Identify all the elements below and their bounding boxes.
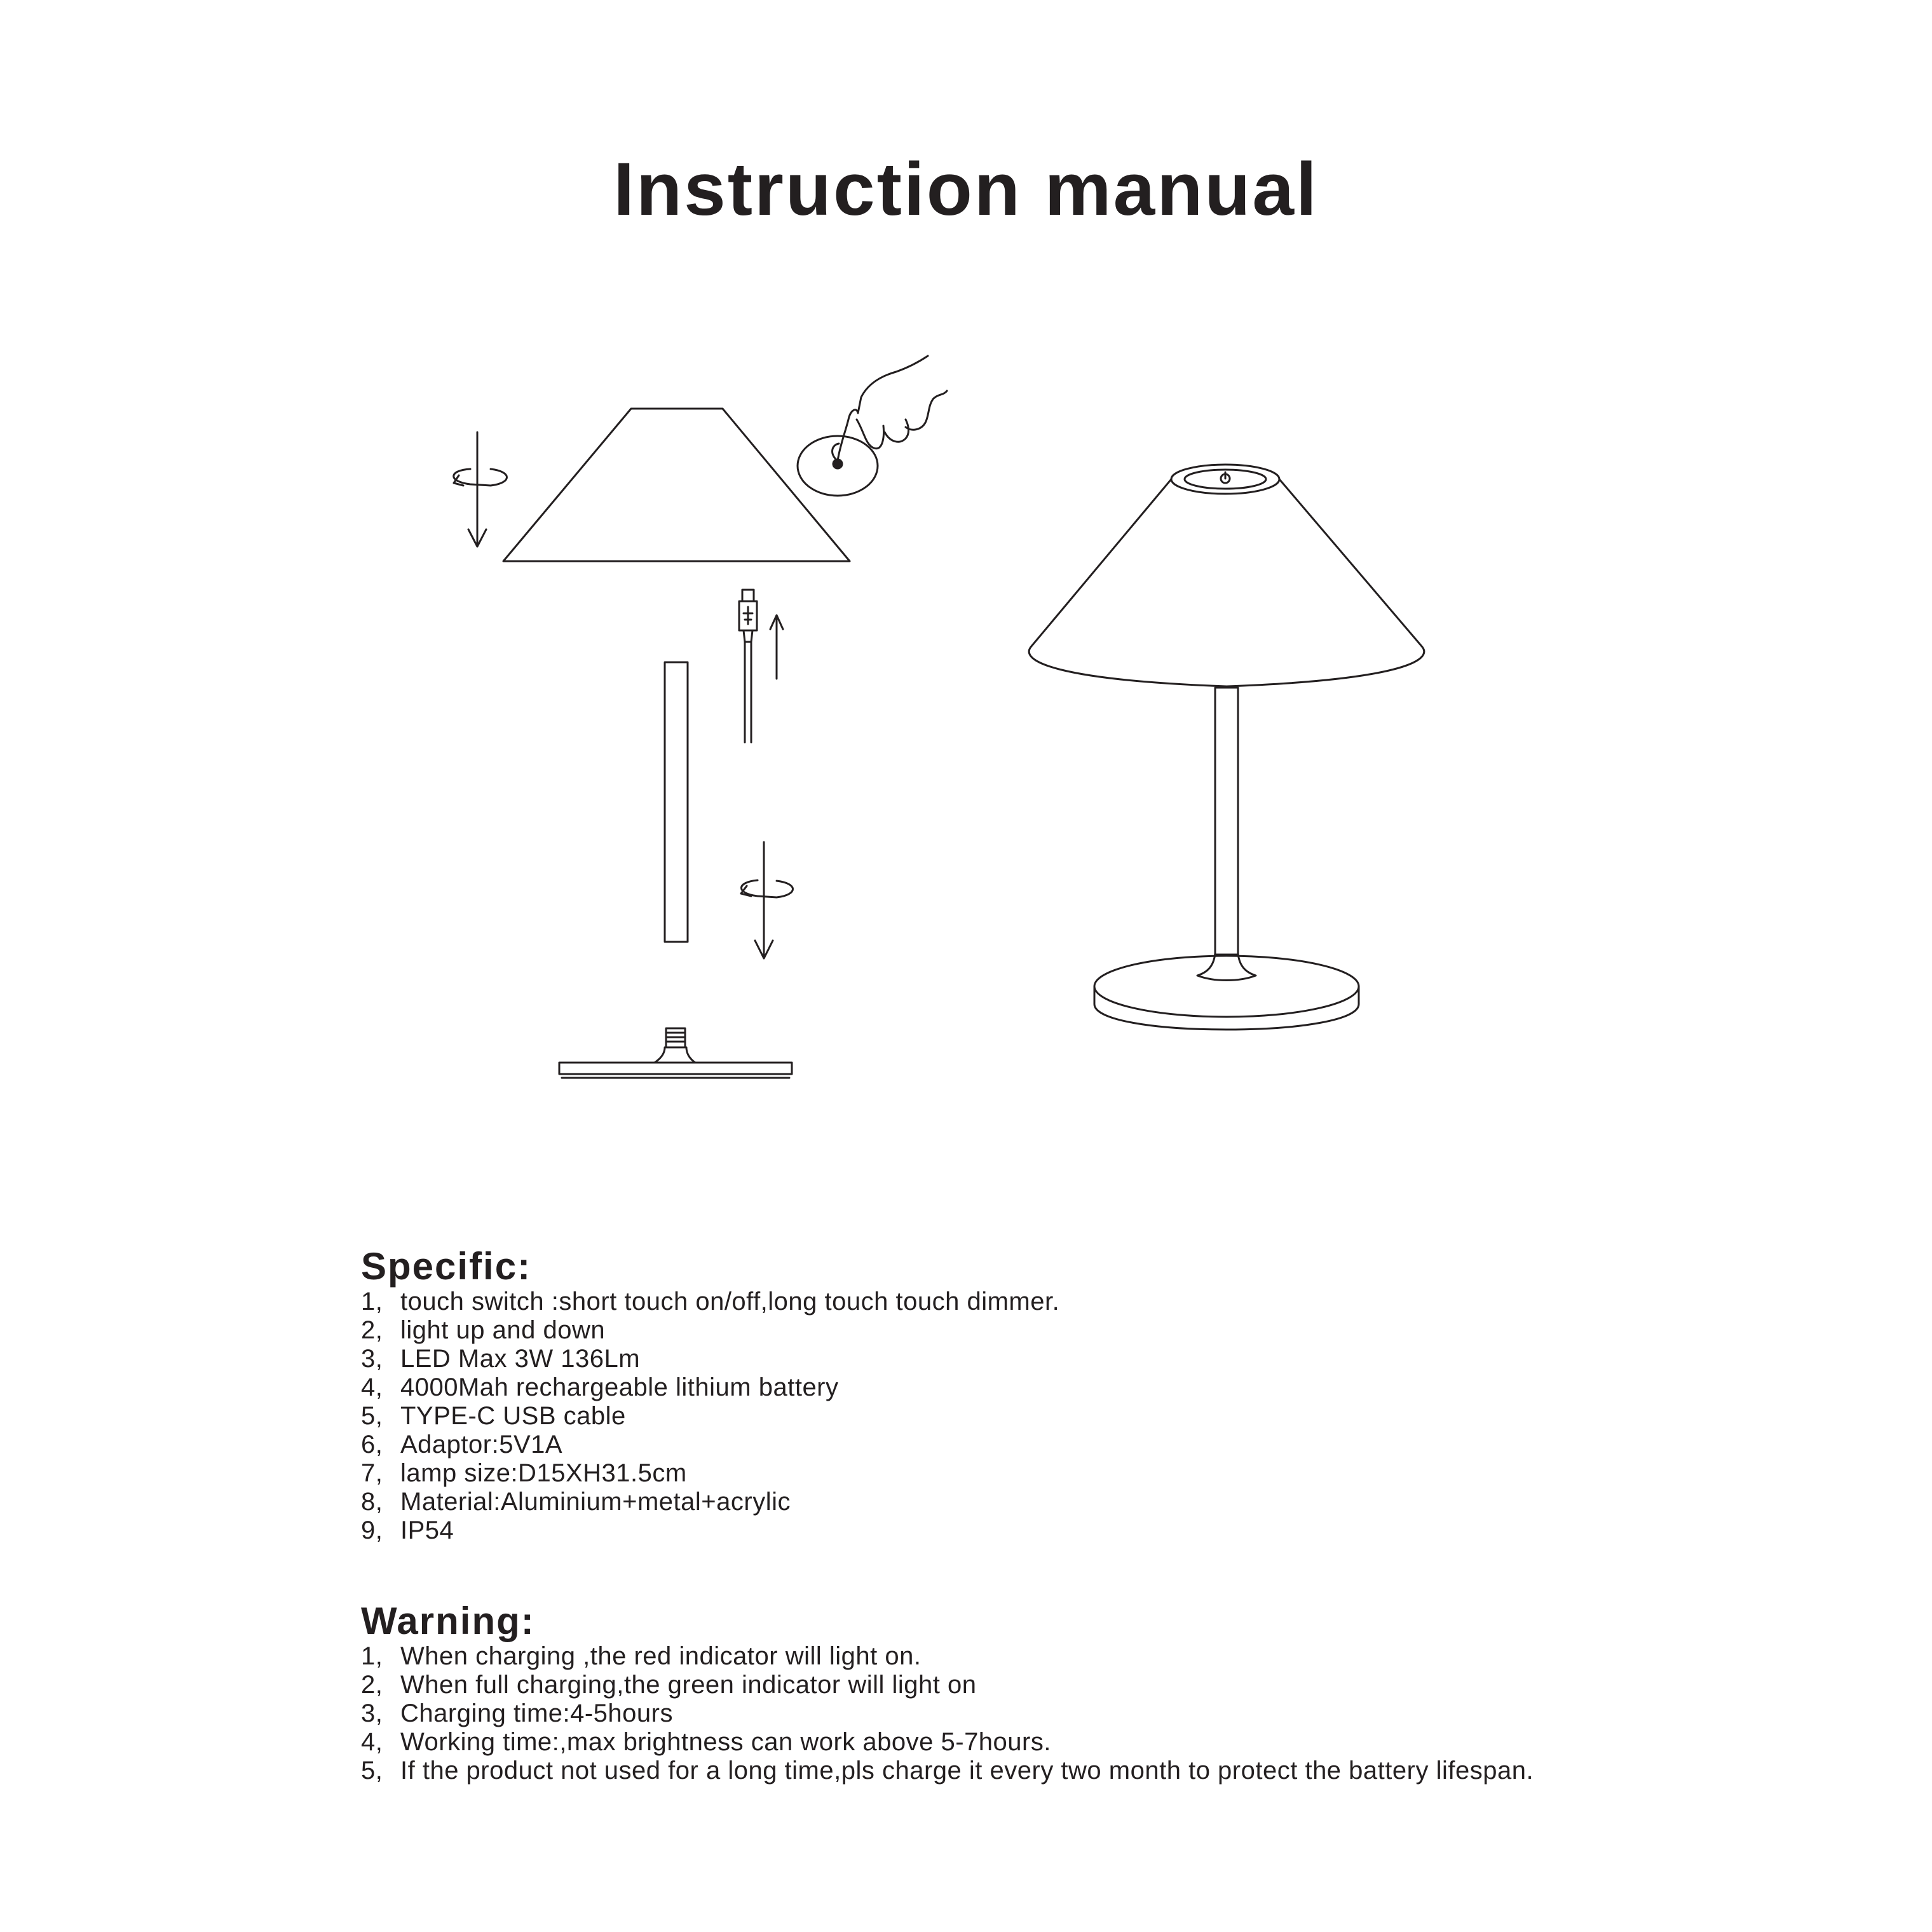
rotate-down-arrow-icon [454, 432, 507, 547]
warning-heading: Warning: [361, 1600, 535, 1642]
list-item: 8, Material:Aluminium+metal+acrylic [361, 1488, 791, 1516]
hand-touch-icon [798, 356, 947, 496]
list-item: 1, touch switch :short touch on/off,long touch touch dimmer. [361, 1288, 1060, 1316]
exploded-base [559, 1028, 792, 1078]
specific-section [361, 1246, 1886, 1545]
list-item: 2, When full charging,the green indicator will light on [361, 1671, 977, 1699]
list-item: 4, Working time:,max brightness can work above 5-7hours. [361, 1728, 1051, 1756]
list-item: 2, light up and down [361, 1316, 606, 1344]
assembled-lamp [1029, 465, 1424, 1030]
warning-list [361, 1642, 1886, 1785]
exploded-lampshade [503, 409, 850, 561]
list-item: 6, Adaptor:5V1A [361, 1431, 563, 1459]
list-item: 5, TYPE-C USB cable [361, 1402, 626, 1430]
usb-c-plug-icon [739, 590, 757, 742]
power-icon [1221, 472, 1230, 483]
list-item: 3, LED Max 3W 136Lm [361, 1345, 641, 1373]
specific-list [361, 1288, 1886, 1545]
list-item: 9, IP54 [361, 1516, 454, 1544]
exploded-stem [665, 662, 688, 942]
specific-heading: Specific: [361, 1245, 532, 1288]
up-arrow-icon [770, 615, 783, 679]
list-item: 5, If the product not used for a long time,pls charge it every two month to protect the battery lifespan. [361, 1757, 1534, 1785]
page-title: Instruction manual [613, 147, 1319, 231]
list-item: 7, lamp size:D15XH31.5cm [361, 1459, 687, 1487]
rotate-down-arrow-icon [741, 842, 793, 958]
list-item: 1, When charging ,the red indicator will light on. [361, 1642, 922, 1670]
list-item: 4, 4000Mah rechargeable lithium battery [361, 1373, 839, 1401]
warning-section [361, 1600, 1886, 1785]
list-item: 3, Charging time:4-5hours [361, 1699, 673, 1727]
